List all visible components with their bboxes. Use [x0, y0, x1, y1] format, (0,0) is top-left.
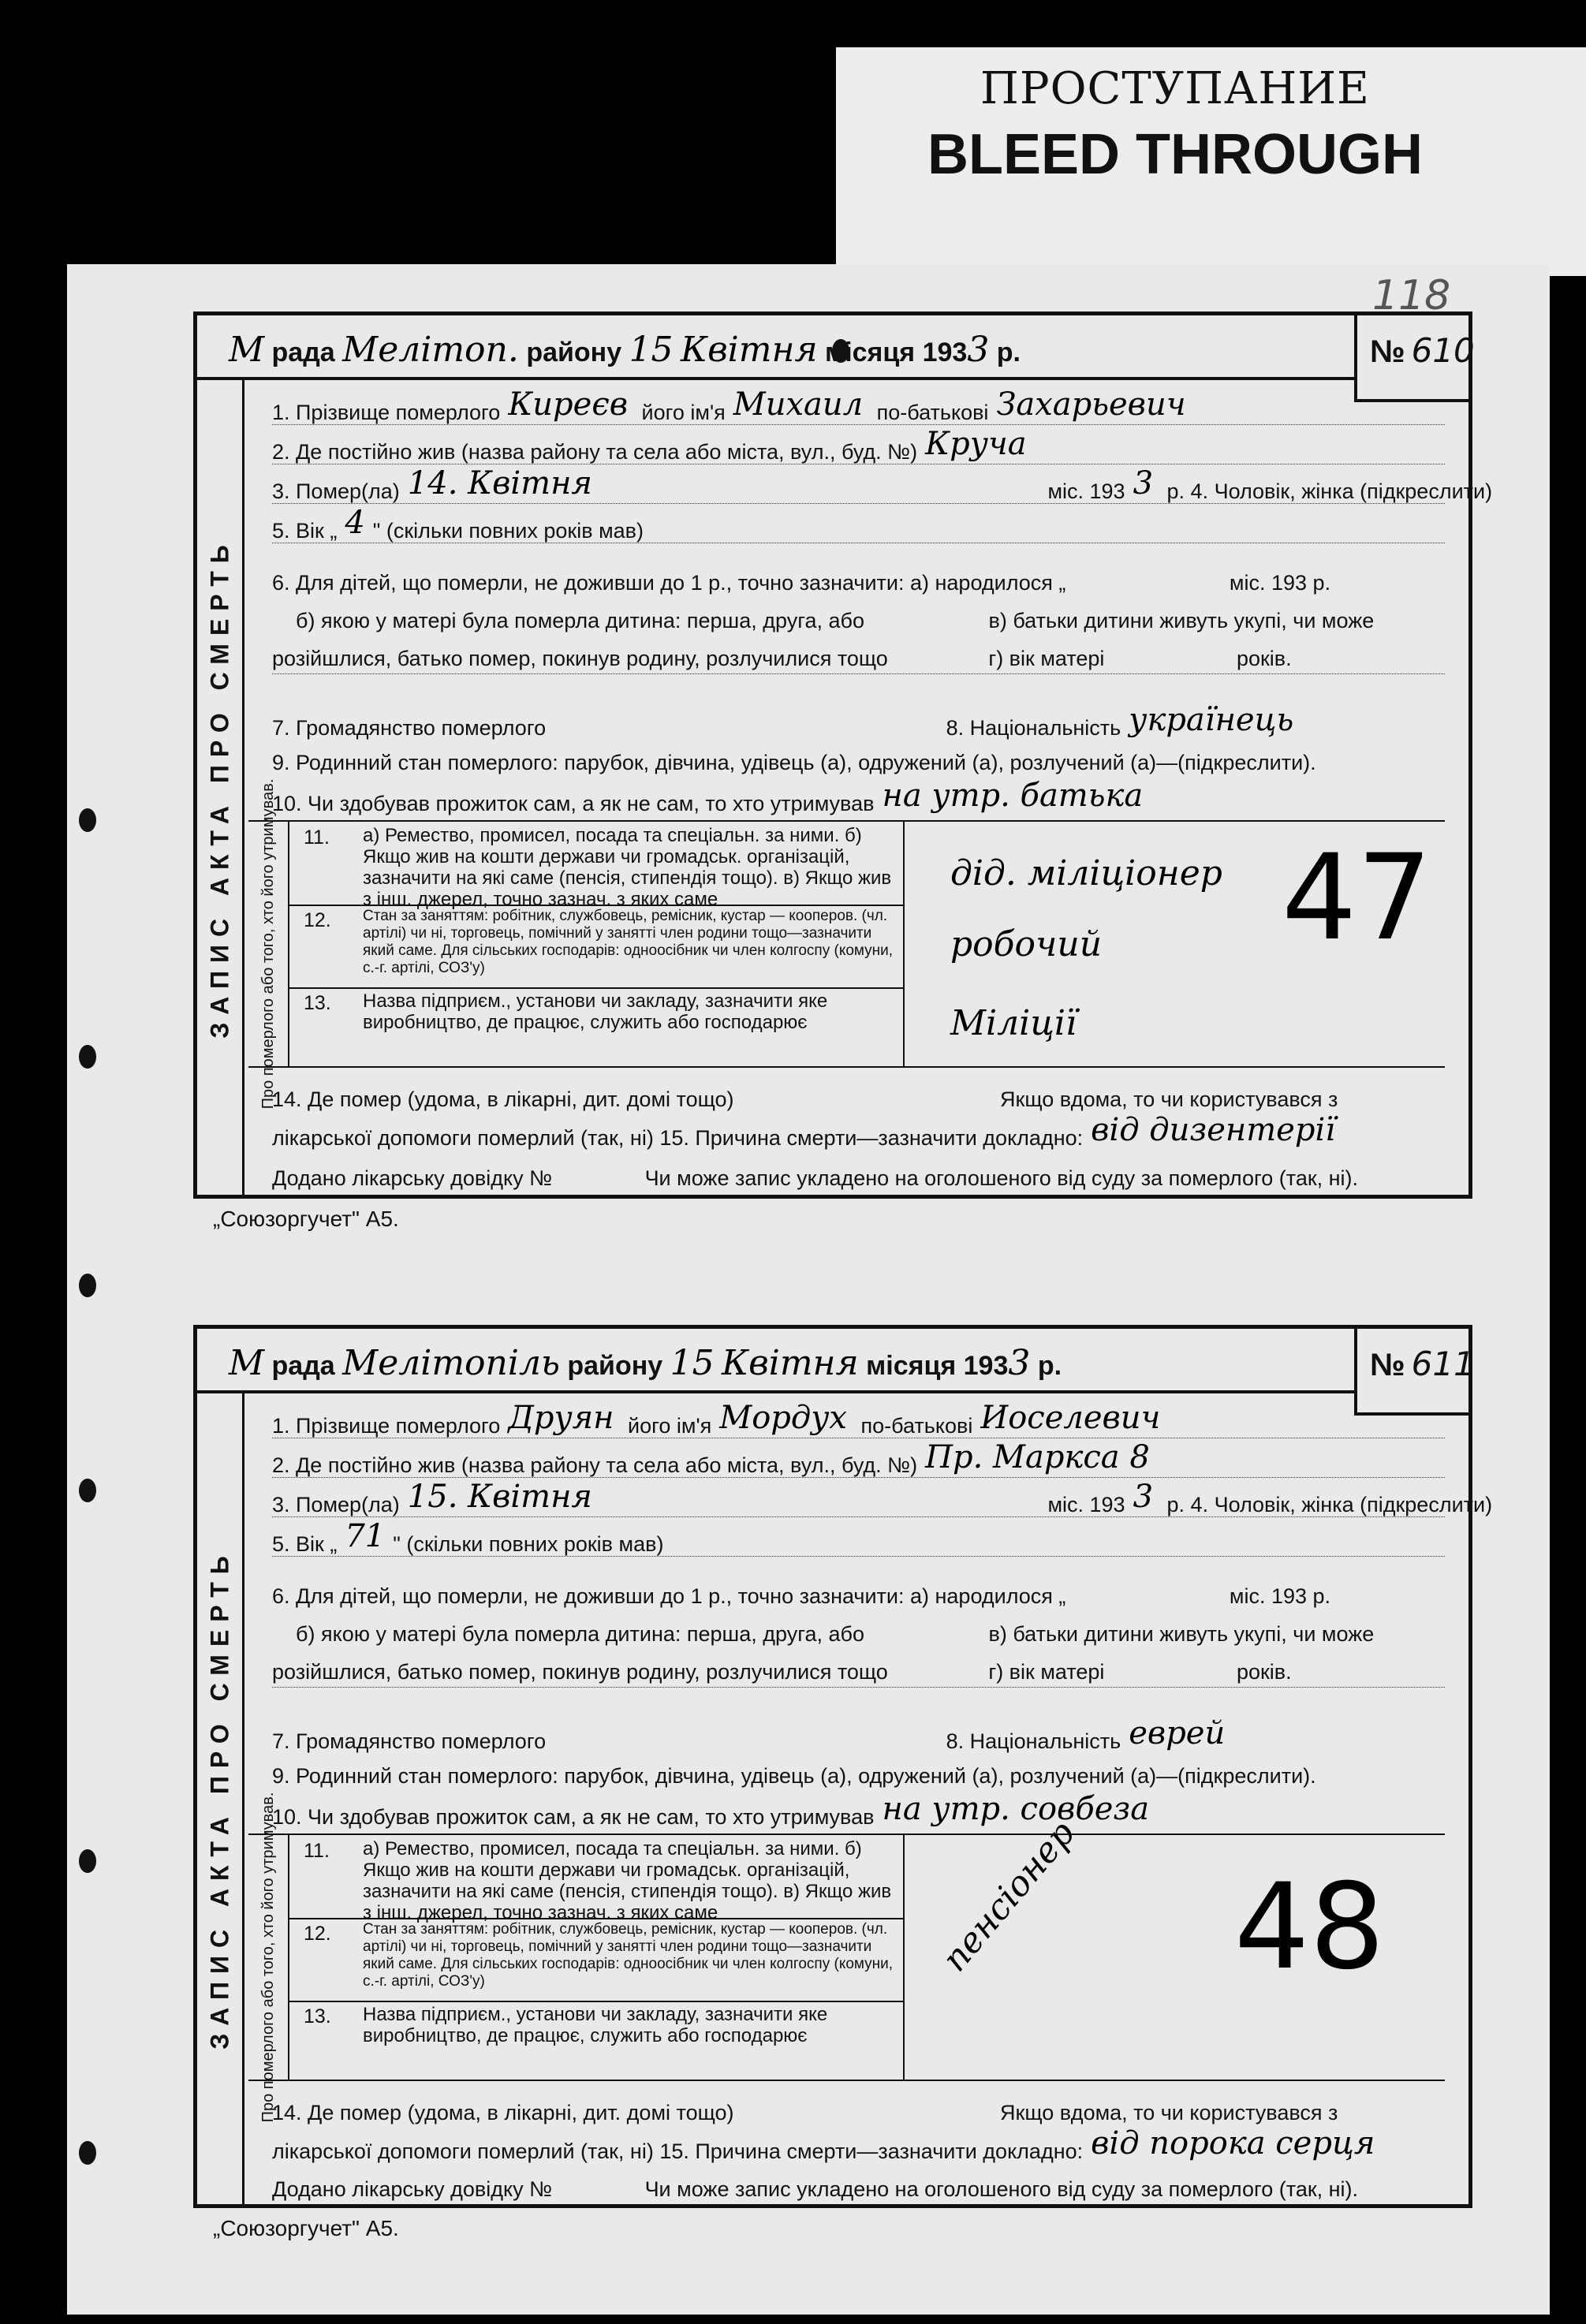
row-surname	[272, 1400, 1445, 1438]
row-label: б) якою у матері була померла дитина: перша, друга, або	[296, 1622, 864, 1646]
row-children-a	[272, 1581, 1445, 1611]
row-label: 1. Прізвище померлого	[272, 401, 501, 424]
punch-hole	[79, 2141, 96, 2165]
row-death-date	[272, 465, 1493, 504]
age-value: 71	[345, 1518, 386, 1554]
name-value: Мордух	[719, 1400, 847, 1436]
patronymic-value: Захарьевич	[996, 386, 1186, 423]
address-value: Круча	[925, 426, 1027, 462]
row-label: 5. Вік „	[272, 519, 338, 543]
occupation-side-label	[248, 778, 289, 1110]
row-label: р. 4. Чоловік, жінка (підкреслити)	[1166, 1493, 1493, 1516]
side-sub-text: Про померлого або того, хто його утримував.	[259, 778, 277, 1110]
row-label: " (скільки повних років мав)	[393, 1532, 664, 1556]
row-label: 9. Родинний стан померлого: парубок, дівчина, удівець (а), одружений (а), розлучений (а)—(підкреслити).	[272, 1764, 1316, 1788]
row-surname	[272, 386, 1445, 425]
question-number: 11.	[304, 826, 330, 849]
row-label: 6. Для дітей, що померли, не доживши до 1 р., точно зазначити: а) народилося „	[272, 571, 1066, 595]
row-label: 1. Прізвище померлого	[272, 1414, 501, 1438]
bleed-through-card	[836, 47, 1586, 276]
folio-number: 118	[1372, 272, 1451, 319]
question-text: Назва підприєм., установи чи закладу, зазначити яке виробництво, де працює, служить або господарює	[363, 990, 828, 1033]
occupation-answers	[903, 1813, 1445, 2080]
row-label: Чи може запис укладено на оголошеного від суду за померлого (так, ні).	[644, 1166, 1359, 1190]
side-title	[197, 380, 244, 1195]
row-marital	[272, 748, 1445, 778]
occupation-value: пенсіонер	[935, 1813, 1084, 1979]
row-label: його ім'я	[641, 401, 726, 424]
number-label: №	[1370, 1348, 1405, 1382]
row-label: г) вік матері	[988, 1660, 1105, 1684]
row-address	[272, 426, 1445, 464]
header-divider	[197, 377, 1354, 380]
header-divider	[197, 1390, 1354, 1393]
status-value: робочий	[950, 924, 1103, 964]
row-label: г) вік матері	[988, 647, 1105, 670]
row-age	[272, 505, 1445, 543]
row-label: лікарської допомоги померлий (так, ні) 15. Причина смерти—зазначити докладно:	[272, 2139, 1084, 2163]
question-number: 12.	[304, 1923, 331, 1945]
question-12	[288, 905, 903, 989]
form-header	[229, 330, 1021, 370]
row-label: в) батьки дитини живуть укупі, чи може	[988, 1622, 1375, 1646]
row-marital	[272, 1761, 1445, 1791]
row-label: 10. Чи здобував прожиток сам, а як не сам, то хто утримував	[272, 792, 875, 815]
row-label: 14. Де помер (удома, в лікарні, дит. домі тощо)	[272, 2101, 734, 2124]
row-certificate	[272, 1163, 1445, 1193]
nationality-value: українець	[1129, 702, 1294, 738]
side-title-text: ЗАПИС АКТА ПРО СМЕРТЬ	[205, 1548, 233, 2050]
row-label: 6. Для дітей, що померли, не доживши до 1 р., точно зазначити: а) народилося „	[272, 1584, 1066, 1608]
row-label: 14. Де помер (удома, в лікарні, дит. домі тощо)	[272, 1087, 734, 1111]
row-children-b	[272, 1619, 1445, 1649]
row-label: " (скільки повних років мав)	[372, 519, 644, 543]
row-label: років.	[1236, 1660, 1292, 1684]
row-children-a	[272, 568, 1445, 598]
side-sub-text: Про померлого або того, хто його утримував.	[259, 1792, 277, 2123]
age-value: 4	[345, 505, 365, 541]
row-label: 7. Громадянство померлого	[272, 1729, 547, 1753]
row-label: 7. Громадянство померлого	[272, 716, 547, 740]
year-label: р.	[1037, 1351, 1062, 1381]
row-citizenship	[272, 1715, 1445, 1753]
record-number-box	[1354, 1329, 1475, 1416]
row-label: 10. Чи здобував прожиток сам, а як не сам, то хто утримував	[272, 1805, 875, 1829]
patronymic-value: Иоселевич	[980, 1400, 1161, 1436]
printer-mark: „Союзоргучет" А5.	[213, 2216, 399, 2240]
question-13	[288, 987, 903, 1065]
row-label: 9. Родинний стан померлого: парубок, дівчина, удівець (а), одружений (а), розлучений (а)—(підкреслити).	[272, 751, 1316, 774]
occupation-value: дід. міліціонер	[950, 853, 1222, 893]
death-date-value: 15. Квітня	[407, 1479, 592, 1515]
rada-label: рада	[271, 1351, 335, 1381]
punch-hole	[79, 1479, 96, 1502]
row-cause	[272, 1112, 1445, 1150]
row-label: по-батькові	[860, 1414, 973, 1438]
occupation-answers	[903, 822, 1445, 1066]
question-number: 11.	[304, 1840, 330, 1862]
month-value: Квітня	[681, 330, 818, 370]
cause-value: від дизентерії	[1091, 1112, 1336, 1148]
death-year-value: 3	[1133, 1479, 1154, 1515]
question-number: 12.	[304, 909, 331, 931]
support-value: на утр. батька	[882, 778, 1144, 814]
record-number-box	[1354, 315, 1475, 402]
row-label: його ім'я	[628, 1414, 712, 1438]
row-label: міс. 193	[1047, 1493, 1125, 1516]
row-label: розійшлися, батько помер, покинув родину, розлучилися тощо	[272, 647, 888, 670]
year-value: 3	[967, 330, 990, 370]
row-children-b	[272, 606, 1445, 636]
row-age	[272, 1518, 1445, 1557]
surname-value: Киреєв	[508, 386, 629, 423]
row-place-of-death	[272, 2098, 1445, 2128]
side-title-text: ЗАПИС АКТА ПРО СМЕРТЬ	[205, 536, 233, 1039]
surname-value: Друян	[508, 1400, 614, 1436]
big-number: 47	[1282, 830, 1432, 967]
number-label: №	[1370, 334, 1405, 369]
row-label: міс. 193 р.	[1229, 1584, 1331, 1608]
death-date-value: 14. Квітня	[407, 465, 592, 502]
row-label: 3. Помер(ла)	[272, 479, 400, 503]
row-label: 8. Національність	[946, 716, 1121, 740]
bleed-through-label-en: BLEED THROUGH	[927, 123, 1423, 186]
rayonu-label: району	[526, 338, 622, 367]
question-number: 13.	[304, 992, 331, 1014]
row-label: 8. Національність	[946, 1729, 1121, 1753]
row-label: р. 4. Чоловік, жінка (підкреслити)	[1166, 479, 1493, 503]
death-record-form	[193, 311, 1493, 1199]
row-children-c	[272, 643, 1445, 674]
row-label: по-батькові	[876, 401, 989, 424]
question-text: а) Ремество, промисел, посада та спеціальн. за ними. б) Якщо жив на кошти держави чи громадськ. організацій, зазначити на які саме (пенсія, стипендія тощо). в) Якщо жив з інш. джерел, точно зазнач. з яких саме	[363, 1838, 892, 1923]
row-label: лікарської допомоги померлий (так, ні) 15. Причина смерти—зазначити докладно:	[272, 1126, 1084, 1150]
row-support	[272, 1791, 1445, 1829]
printer-mark: „Союзоргучет" А5.	[213, 1207, 399, 1231]
support-value: на утр. совбеза	[882, 1791, 1150, 1827]
question-text: Назва підприєм., установи чи закладу, зазначити яке виробництво, де працює, служить або господарює	[363, 2004, 828, 2046]
punch-hole	[79, 1849, 96, 1873]
row-place-of-death	[272, 1084, 1445, 1114]
death-record-form	[193, 1325, 1493, 2208]
row-label: міс. 193	[1047, 479, 1125, 503]
workplace-value: Міліції	[950, 1003, 1077, 1043]
question-text: Стан за заняттям: робітник, службовець, ремісник, кустар — кооперов. (чл. артілі) чи ні, торговець, помічний у занятті член родини тощо—зазначити який саме. Для сільських господарів: одноосібник чи член колгоспу (комуни, с.-г. артілі, СОЗ'у)	[363, 1921, 894, 1990]
row-citizenship	[272, 702, 1445, 740]
year-value: 3	[1008, 1343, 1031, 1383]
day-value: 15	[670, 1343, 715, 1383]
record-number: 610	[1411, 331, 1475, 370]
district-value: Мелітопіль	[342, 1343, 560, 1383]
punch-hole	[79, 1045, 96, 1069]
document-sheet	[67, 264, 1550, 2315]
row-label: міс. 193 р.	[1229, 571, 1331, 595]
address-value: Пр. Маркса 8	[925, 1439, 1150, 1475]
month-label: місяця 193	[825, 338, 968, 367]
occupation-questions	[288, 822, 905, 1066]
nationality-value: еврей	[1129, 1715, 1226, 1751]
death-year-value: 3	[1133, 465, 1154, 502]
council-value: М	[229, 330, 265, 370]
row-certificate	[272, 2174, 1445, 2204]
question-12	[288, 1918, 903, 2002]
row-label: б) якою у матері була померла дитина: перша, друга, або	[296, 609, 864, 632]
row-label: 2. Де постійно жив (назва району та села або міста, вул., буд. №)	[272, 1453, 918, 1477]
row-label: 5. Вік „	[272, 1532, 338, 1556]
question-11	[288, 822, 903, 910]
month-label: місяця 193	[866, 1351, 1009, 1381]
year-label: р.	[996, 338, 1021, 367]
question-text: Стан за заняттям: робітник, службовець, ремісник, кустар — кооперов. (чл. артілі) чи ні, торговець, помічний у занятті член родини тощо—зазначити який саме. Для сільських господарів: одноосібник чи член колгоспу (комуни, с.-г. артілі, СОЗ'у)	[363, 908, 894, 976]
big-number: 48	[1234, 1859, 1385, 1996]
row-label: 3. Помер(ла)	[272, 1493, 400, 1516]
district-value: Мелітоп.	[342, 330, 519, 370]
occupation-questions	[288, 1835, 905, 2080]
form-header	[229, 1343, 1062, 1383]
day-value: 15	[629, 330, 674, 370]
row-label: розійшлися, батько помер, покинув родину, розлучилися тощо	[272, 1660, 888, 1684]
question-13	[288, 2001, 903, 2078]
row-cause	[272, 2125, 1445, 2163]
name-value: Михаил	[733, 386, 864, 423]
month-value: Квітня	[722, 1343, 859, 1383]
cause-value: від порока серця	[1091, 2125, 1375, 2162]
row-label: Додано лікарську довідку №	[272, 1166, 553, 1190]
row-label: Додано лікарську довідку №	[272, 2177, 553, 2201]
punch-hole	[79, 1274, 96, 1297]
rayonu-label: району	[567, 1351, 663, 1381]
row-address	[272, 1439, 1445, 1478]
council-value: М	[229, 1343, 265, 1383]
record-number: 611	[1411, 1345, 1475, 1383]
row-children-c	[272, 1657, 1445, 1688]
row-label: 2. Де постійно жив (назва району та села або міста, вул., буд. №)	[272, 440, 918, 464]
question-number: 13.	[304, 2005, 331, 2027]
question-11	[288, 1835, 903, 1923]
row-death-date	[272, 1479, 1493, 1517]
row-label: років.	[1236, 647, 1292, 670]
occupation-side-label	[248, 1792, 289, 2123]
row-support	[272, 778, 1445, 815]
question-text: а) Ремество, промисел, посада та спеціальн. за ними. б) Якщо жив на кошти держави чи громадськ. організацій, зазначити на які саме (пенсія, стипендія тощо). в) Якщо жив з інш. джерел, точно зазнач. з яких саме	[363, 825, 892, 910]
row-label: Якщо вдома, то чи користувався з	[1000, 2101, 1338, 2124]
row-label: в) батьки дитини живуть укупі, чи може	[988, 609, 1375, 632]
row-label: Чи може запис укладено на оголошеного від суду за померлого (так, ні).	[644, 2177, 1359, 2201]
rada-label: рада	[271, 338, 335, 367]
row-label: Якщо вдома, то чи користувався з	[1000, 1087, 1338, 1111]
punch-hole	[79, 808, 96, 832]
bleed-through-label-ru: ПРОСТУПАНИЕ	[980, 63, 1370, 114]
side-title	[197, 1393, 244, 2204]
